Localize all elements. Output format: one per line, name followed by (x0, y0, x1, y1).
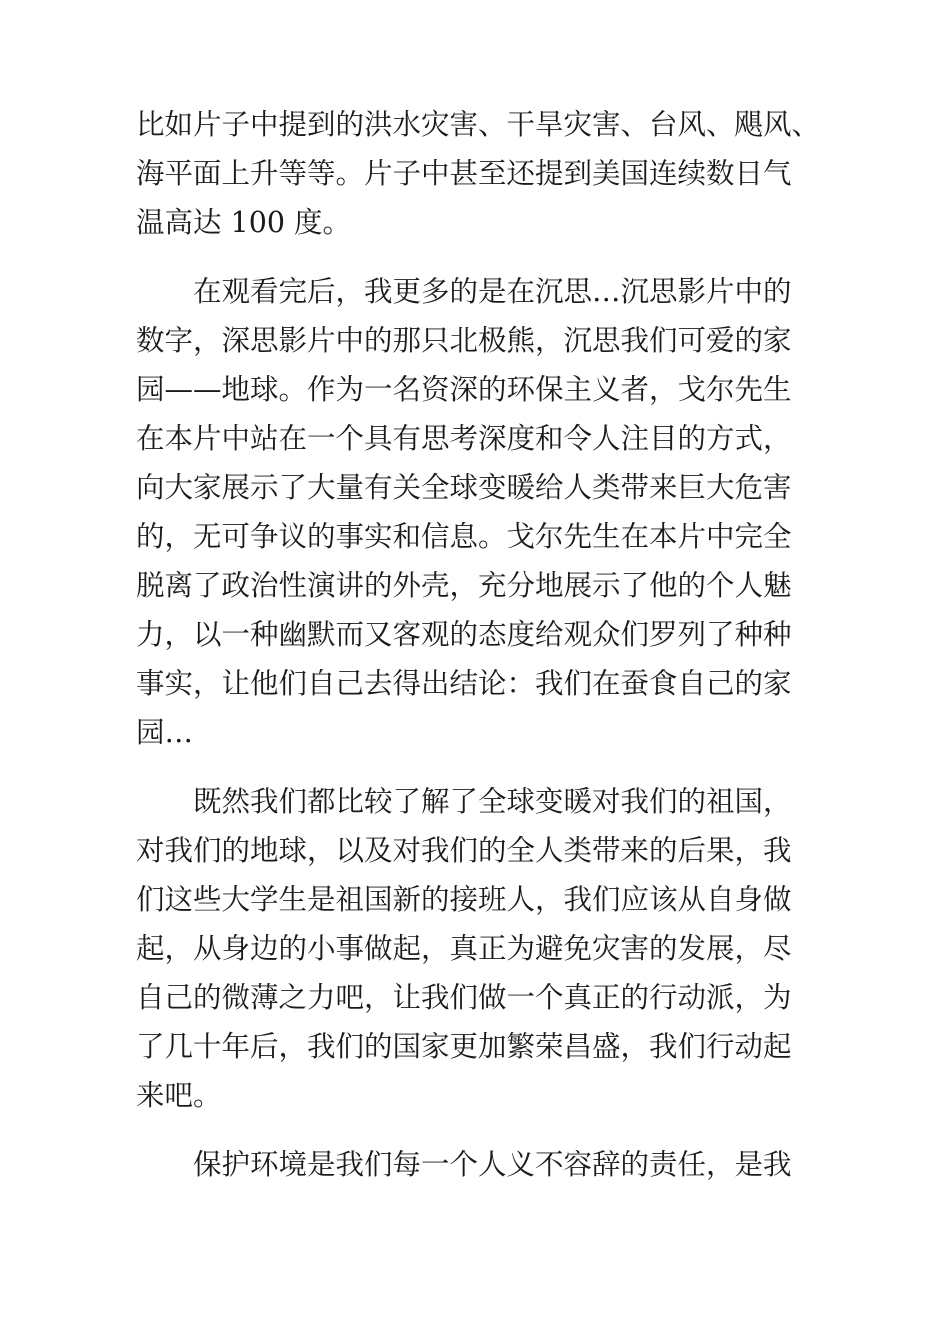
document-body (136, 100, 821, 1209)
text-line: 向大家展示了大量有关全球变暖给人类带来巨大危害 (136, 471, 792, 504)
text-line: 园——地球。作为一名资深的环保主义者，戈尔先生 (136, 373, 792, 406)
text-line: 在本片中站在一个具有思考深度和令人注目的方式， (136, 422, 792, 455)
text-line: 自己的微薄之力吧，让我们做一个真正的行动派，为 (136, 981, 792, 1014)
paragraph-1 (136, 100, 821, 247)
text-line: 比如片子中提到的洪水灾害、干旱灾害、台风、飓风、 (136, 108, 821, 141)
text-line: 数字，深思影片中的那只北极熊，沉思我们可爱的家 (136, 324, 792, 357)
text-line: 们这些大学生是祖国新的接班人，我们应该从自身做 (136, 883, 792, 916)
text-line: 对我们的地球，以及对我们的全人类带来的后果，我 (136, 834, 792, 867)
text-line: 的，无可争议的事实和信息。戈尔先生在本片中完全 (136, 520, 792, 553)
text-line: 既然我们都比较了解了全球变暖对我们的祖国， (193, 785, 792, 818)
paragraph-3 (136, 777, 800, 1120)
paragraph-4 (136, 1140, 800, 1189)
text-line: 保护环境是我们每一个人义不容辞的责任，是我 (193, 1148, 792, 1181)
text-line: 起，从身边的小事做起，真正为避免灾害的发展，尽 (136, 932, 792, 965)
text-line: 在观看完后，我更多的是在沉思…沉思影片中的 (193, 275, 792, 308)
text-line: 园… (136, 716, 194, 749)
text-line: 海平面上升等等。片子中甚至还提到美国连续数日气 (136, 157, 792, 190)
text-line: 脱离了政治性演讲的外壳，充分地展示了他的个人魅 (136, 569, 792, 602)
paragraph-2 (136, 267, 800, 757)
text-line: 了几十年后，我们的国家更加繁荣昌盛，我们行动起 (136, 1030, 792, 1063)
text-line: 事实，让他们自己去得出结论：我们在蚕食自己的家 (136, 667, 792, 700)
text-line: 力，以一种幽默而又客观的态度给观众们罗列了种种 (136, 618, 792, 651)
text-line: 来吧。 (136, 1079, 222, 1112)
text-line: 温高达 100 度。 (136, 206, 352, 239)
